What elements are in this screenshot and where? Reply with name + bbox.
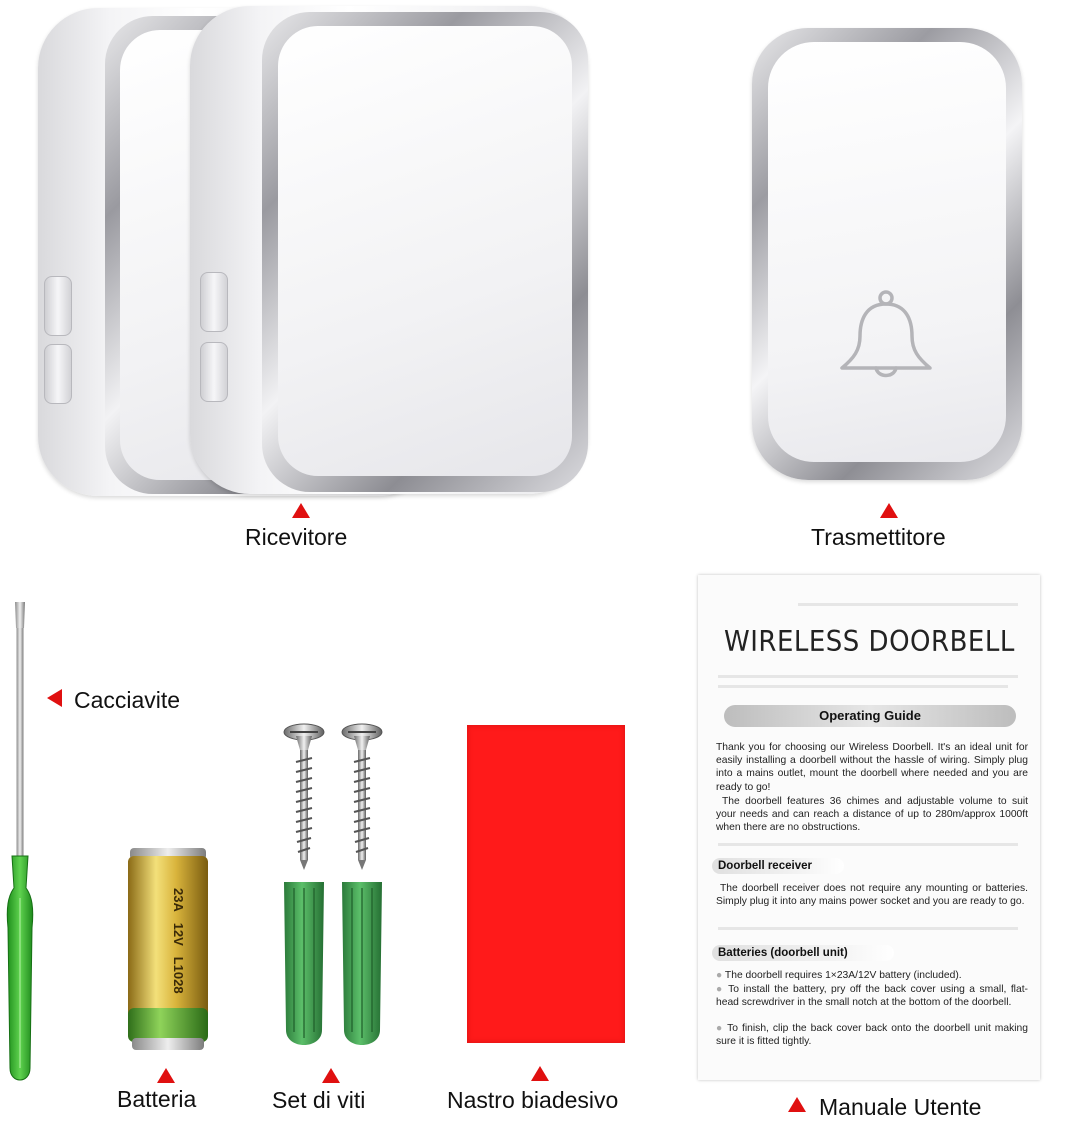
double-sided-tape: [467, 725, 625, 1043]
screwdriver: [0, 598, 60, 1098]
screw-right: [342, 724, 382, 870]
receiver-back-volume-button: [44, 276, 72, 336]
battery-bullet-2: ● To install the battery, pry off the back cover using a small, flat-head screwdriver in the small notch at the bottom of the doorbell.: [716, 984, 1028, 1009]
tape-pointer-icon: [531, 1066, 549, 1081]
manual-title: WIRELESS DOORBELL: [724, 625, 1015, 659]
batteries-heading: Batteries (doorbell unit): [712, 945, 894, 961]
operating-guide-heading: Operating Guide: [724, 705, 1016, 727]
screw-left: [284, 724, 324, 870]
receiver-front-face: [278, 26, 572, 476]
battery-voltage: 12V: [171, 922, 186, 946]
battery-code: L1028: [171, 956, 186, 994]
receiver-front-melody-button: [200, 342, 228, 402]
screw-set: [266, 720, 396, 1052]
transmitter-label: Trasmettitore: [811, 524, 946, 550]
screws-label: Set di viti: [272, 1087, 366, 1113]
bell-icon: [836, 288, 936, 384]
manual-intro-1: Thank you for choosing our Wireless Doorbell. It's an ideal unit for easily installing a doorbell without the hassle of wiring. Simply plug into a mains outlet, mount the doorbell where needed and you are ready to go!: [716, 742, 1028, 793]
wall-plug-right: [342, 882, 382, 1045]
receiver-text: The doorbell receiver does not require any mounting or batteries. Simply plug it into any mains power socket and you are ready to go.: [716, 883, 1028, 908]
receiver-label: Ricevitore: [245, 524, 348, 550]
manual-intro-2: The doorbell features 36 chimes and adjustable volume to suit your needs and can reach a distance of up to 280m/approx 1000ft when there are no obstructions.: [716, 796, 1028, 834]
battery-pointer-icon: [157, 1068, 175, 1083]
screwdriver-pointer-icon: [47, 689, 62, 707]
screws-pointer-icon: [322, 1068, 340, 1083]
wall-plug-left: [284, 882, 324, 1045]
receiver-front-volume-button: [200, 272, 228, 332]
battery-label: Batteria: [117, 1086, 197, 1112]
manual-label: Manuale Utente: [819, 1094, 982, 1120]
screwdriver-label: Cacciavite: [74, 687, 181, 713]
receiver-heading: Doorbell receiver: [712, 858, 844, 874]
receiver-pointer-icon: [292, 503, 310, 518]
transmitter-face: [768, 42, 1006, 462]
tape-label: Nastro biadesivo: [447, 1087, 619, 1113]
battery-print: [146, 888, 186, 994]
battery-bullet-3: ● To finish, clip the back cover back onto the doorbell unit making sure it is fitted tightly.: [716, 1023, 1028, 1048]
receiver-back-melody-button: [44, 344, 72, 404]
transmitter-pointer-icon: [880, 503, 898, 518]
user-manual: [698, 575, 1040, 1080]
manual-pointer-icon: [788, 1097, 806, 1112]
battery-bullet-1: ● The doorbell requires 1×23A/12V battery (included).: [716, 970, 962, 981]
battery-model: 23A: [171, 888, 186, 912]
